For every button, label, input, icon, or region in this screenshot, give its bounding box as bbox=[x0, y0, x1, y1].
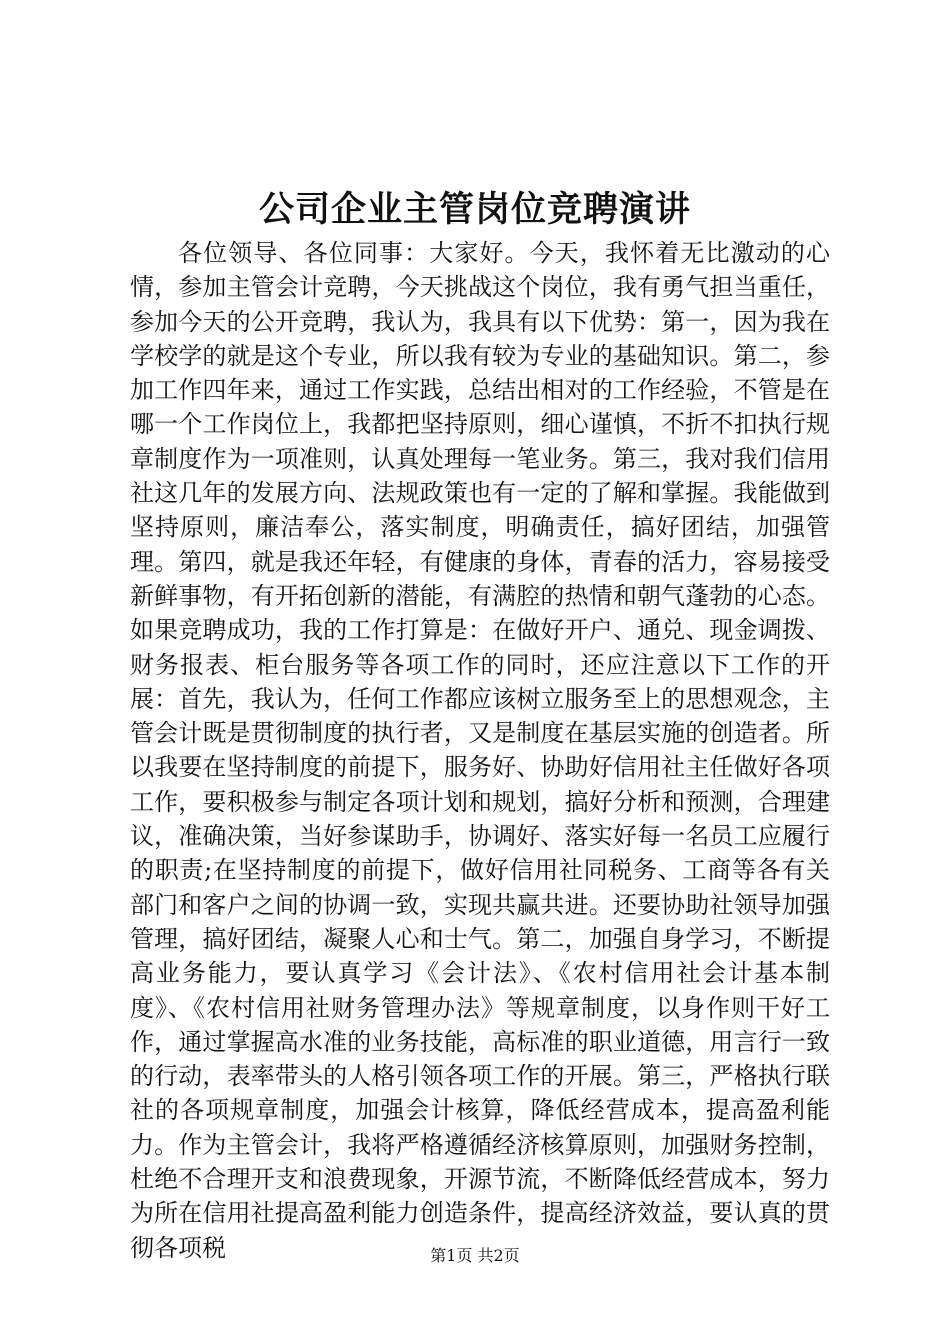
page-number-footer: 第1页 共2页 bbox=[430, 1246, 520, 1265]
document-body-paragraph: 各位领导、各位同事：大家好。今天，我怀着无比激动的心情，参加主管会计竞聘，今天挑战这个岗位，我有勇气担当重任，参加今天的公开竞聘，我认为，我具有以下优势：第一，因为我在学校学的就是这个专业，所以我有较为专业的基础知识。第二，参加工作四年来，通过工作实践，总结出相对的工作经验，不管是在哪一个工作岗位上，我都把坚持原则，细心谨慎，不折不扣执行规章制度作为一项准则，认真处理每一笔业务。第三，我对我们信用社这几年的发展方向、法规政策也有一定的了解和掌握。我能做到坚持原则，廉洁奉公，落实制度，明确责任，搞好团结，加强管理。第四，就是我还年轻，有健康的身体，青春的活力，容易接受新鲜事物，有开拓创新的潜能，有满腔的热情和朝气蓬勃的心态。如果竞聘成功，我的工作打算是：在做好开户、通兑、现金调拨、财务报表、柜台服务等各项工作的同时，还应注意以下工作的开展：首先，我认为，任何工作都应该树立服务至上的思想观念，主管会计既是贯彻制度的执行者，又是制度在基层实施的创造者。所以我要在坚持制度的前提下，服务好、协助好信用社主任做好各项工作，要积极参与制定各项计划和规划，搞好分析和预测，合理建议，准确决策，当好参谋助手，协调好、落实好每一名员工应履行的职责;在坚持制度的前提下，做好信用社同税务、工商等各有关部门和客户之间的协调一致，实现共赢共进。还要协助社领导加强管理，搞好团结，凝聚人心和士气。第二，加强自身学习，不断提高业务能力，要认真学习《会计法》、《农村信用社会计基本制度》、《农村信用社财务管理办法》等规章制度，以身作则干好工作，通过掌握高水准的业务技能，高标准的职业道德，用言行一致的行动，表率带头的人格引领各项工作的开展。第三，严格执行联社的各项规章制度，加强会计核算，降低经营成本，提高盈利能力。作为主管会计，我将严格遵循经济核算原则，加强财务控制，杜绝不合理开支和浪费现象，开源节流，不断降低经营成本，努力为所在信用社提高盈利能力创造条件，提高经济效益，要认真的贯彻各项税 bbox=[130, 239, 830, 1262]
document-title: 公司企业主管岗位竞聘演讲 bbox=[258, 189, 691, 230]
